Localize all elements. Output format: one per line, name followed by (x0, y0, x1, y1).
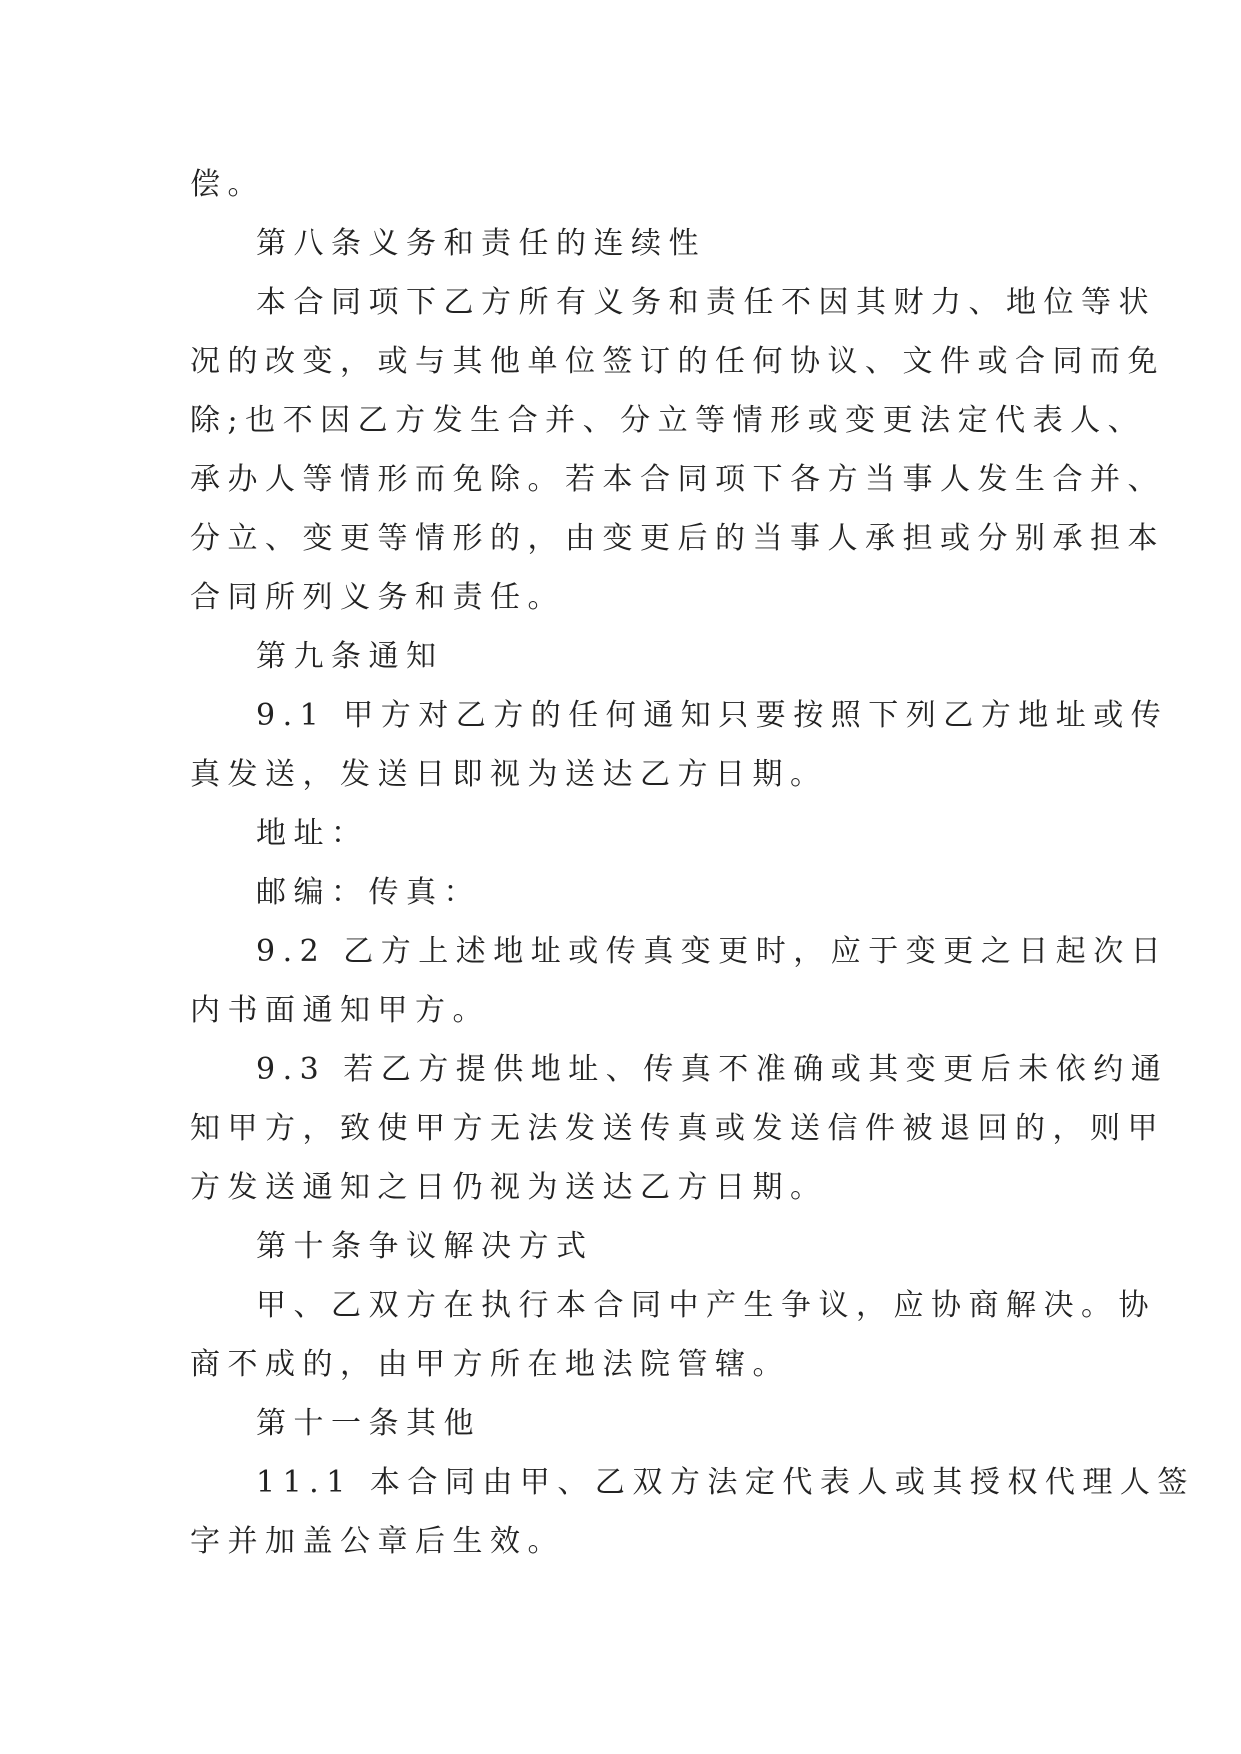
section-heading-10: 第十条争议解决方式 (256, 1229, 594, 1264)
text-line: 本合同项下乙方所有义务和责任不因其财力、地位等状 (256, 285, 1156, 320)
section-heading-9: 第九条通知 (256, 639, 444, 674)
text-line: 除;也不因乙方发生合并、分立等情形或变更法定代表人、 (190, 403, 1146, 438)
text-line: 偿。 (190, 167, 265, 202)
section-heading-11: 第十一条其他 (256, 1406, 481, 1441)
postcode-fax-label: 邮编：传真： (256, 875, 481, 910)
text-line: 况的改变，或与其他单位签订的任何协议、文件或合同而免 (190, 344, 1165, 379)
clause-9-2: 9.2 乙方上述地址或传真变更时，应于变更之日起次日 (256, 934, 1169, 969)
clause-9-1: 9.1 甲方对乙方的任何通知只要按照下列乙方地址或传 (256, 698, 1169, 733)
text-line: 合同所列义务和责任。 (190, 580, 565, 615)
text-line: 知甲方，致使甲方无法发送传真或发送信件被退回的，则甲 (190, 1111, 1165, 1146)
text-line: 方发送通知之日仍视为送达乙方日期。 (190, 1170, 828, 1205)
clause-9-3: 9.3 若乙方提供地址、传真不准确或其变更后未依约通 (256, 1052, 1169, 1087)
text-line: 承办人等情形而免除。若本合同项下各方当事人发生合并、 (190, 462, 1165, 497)
address-field-label: 地址： (256, 816, 369, 851)
text-line: 真发送，发送日即视为送达乙方日期。 (190, 757, 828, 792)
text-line: 分立、变更等情形的，由变更后的当事人承担或分别承担本 (190, 521, 1165, 556)
text-line: 字并加盖公章后生效。 (190, 1524, 565, 1559)
text-line: 甲、乙双方在执行本合同中产生争议，应协商解决。协 (256, 1288, 1156, 1323)
clause-11-1: 11.1 本合同由甲、乙双方法定代表人或其授权代理人签 (256, 1465, 1195, 1500)
section-heading-8: 第八条义务和责任的连续性 (256, 226, 706, 261)
text-line: 商不成的，由甲方所在地法院管辖。 (190, 1347, 790, 1382)
text-line: 内书面通知甲方。 (190, 993, 490, 1028)
